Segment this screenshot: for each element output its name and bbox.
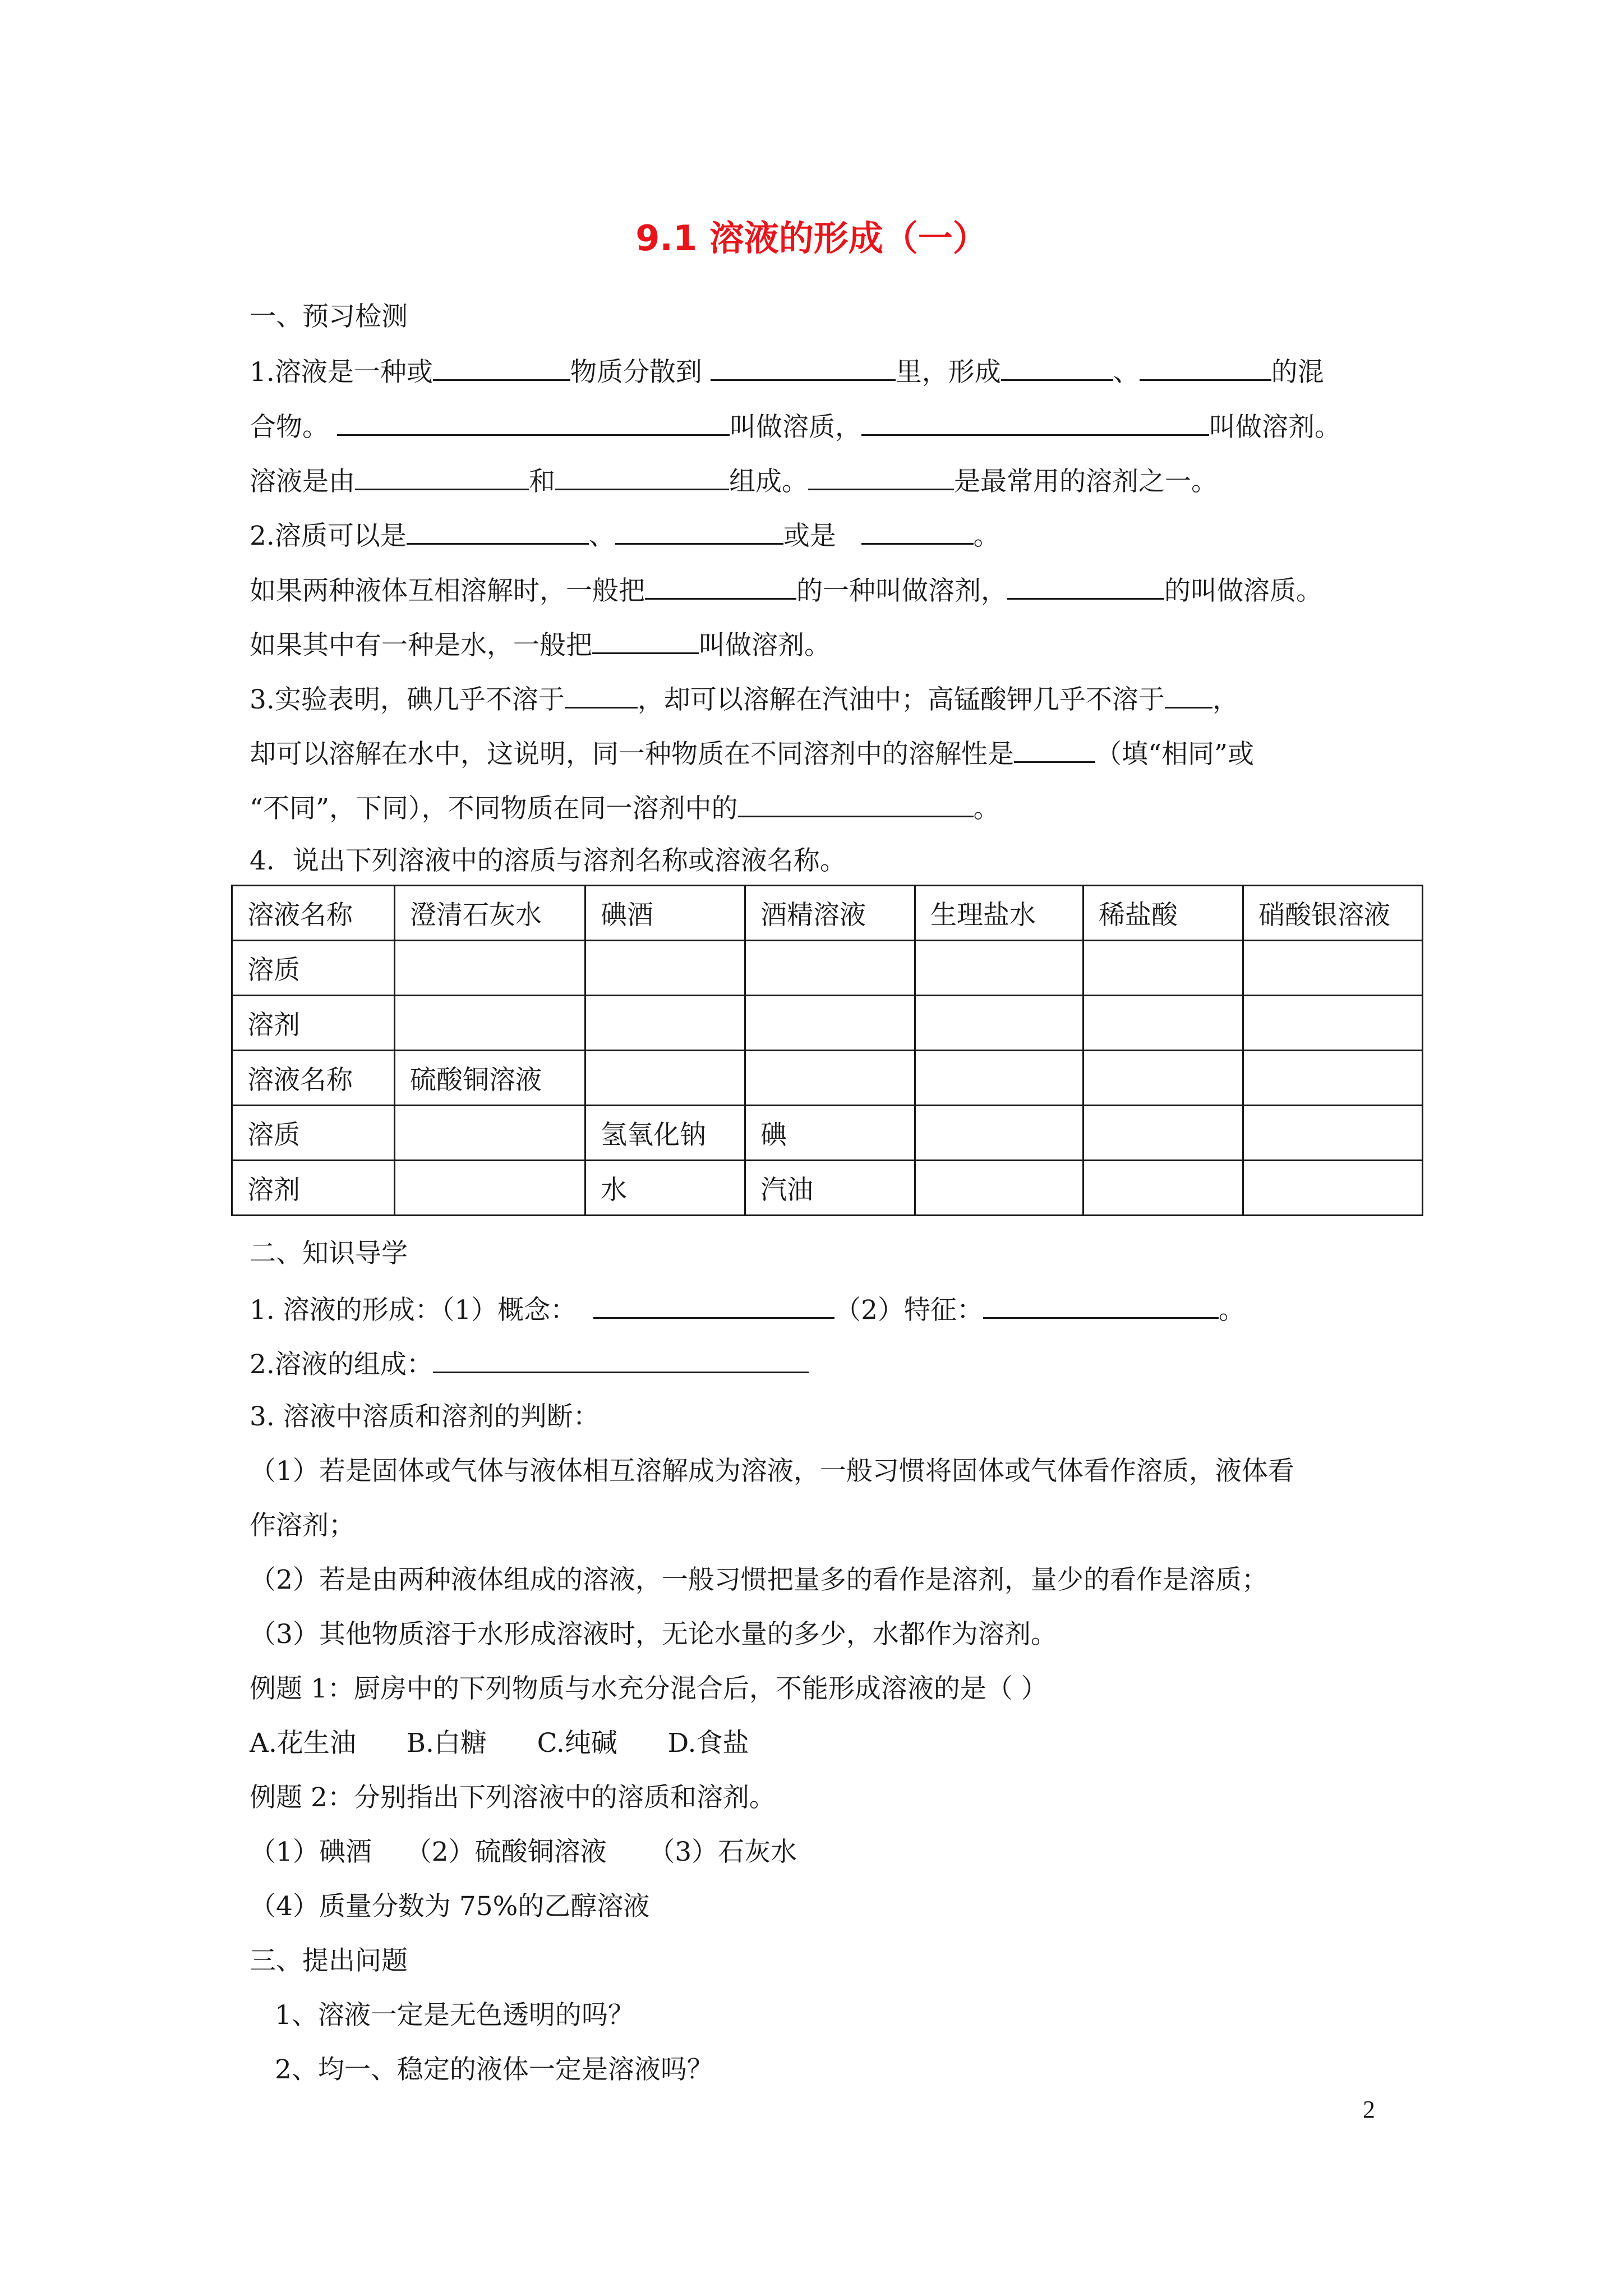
blank[interactable] — [593, 1291, 834, 1319]
blank[interactable] — [1165, 681, 1212, 708]
section-heading-preview: 一、预习检测 — [250, 301, 408, 332]
blank[interactable] — [407, 517, 589, 545]
section-heading-guide: 二、知识导学 — [250, 1238, 408, 1269]
rule-1-line-2: 作溶剂； — [250, 1510, 355, 1541]
table-cell[interactable] — [395, 1106, 585, 1161]
table-cell: 稀盐酸 — [1083, 886, 1243, 941]
knowledge-1: 1. 溶液的形成：（1）概念： （2）特征： 。 — [250, 1291, 1245, 1327]
example-1: 例题 1：厨房中的下列物质与水充分混合后，不能形成溶液的是（ ） — [250, 1673, 1048, 1704]
table-cell: 澄清石灰水 — [395, 886, 585, 941]
table-cell: 碘酒 — [585, 886, 745, 941]
knowledge-2: 2.溶液的组成： — [250, 1346, 809, 1382]
section-heading-questions: 三、提出问题 — [250, 1945, 408, 1976]
question-1-line-2: 合物。 叫做溶质， 叫做溶剂。 — [250, 408, 1341, 444]
blank[interactable] — [645, 572, 796, 600]
table-cell[interactable] — [745, 941, 915, 996]
blank[interactable] — [983, 1291, 1219, 1319]
example-1-options: A.花生油 B.白糖 C.纯碱 D.食盐 — [250, 1728, 749, 1759]
table-cell: 汽油 — [745, 1161, 915, 1216]
blank[interactable] — [1014, 735, 1095, 763]
question-3-line-2: 却可以溶解在水中，这说明，同一种物质在不同溶剂中的溶解性是 （填“相同”或 — [250, 735, 1254, 771]
blank[interactable] — [355, 463, 529, 490]
blank[interactable] — [433, 1346, 809, 1373]
table-cell[interactable] — [1243, 996, 1423, 1051]
table-cell — [1243, 1051, 1423, 1106]
table-row — [232, 1051, 1423, 1106]
example-2-items-1: （1）碘酒 （2）硫酸铜溶液 （3）石灰水 — [250, 1837, 797, 1867]
table-cell: 溶剂 — [232, 1161, 395, 1216]
table-cell[interactable] — [915, 996, 1083, 1051]
rule-1-line-1: （1）若是固体或气体与液体相互溶解成为溶液，一般习惯将固体或气体看作溶质，液体看 — [250, 1456, 1294, 1487]
table-cell — [1243, 1161, 1423, 1216]
table-cell — [915, 1051, 1083, 1106]
question-1-line-1: 1.溶液是一种或 物质分散到 里，形成 、 的混 — [250, 353, 1324, 389]
table-cell — [1243, 1106, 1423, 1161]
table-cell — [1083, 1051, 1243, 1106]
table-row — [232, 886, 1423, 941]
question-3-line-3: “不同”，下同），不同物质在同一溶剂中的 。 — [250, 790, 1000, 826]
blank[interactable] — [1001, 353, 1113, 381]
example-2-items-2: （4）质量分数为 75%的乙醇溶液 — [250, 1891, 650, 1922]
question-3-line-1: 3.实验表明，碘几乎不溶于 ，却可以溶解在汽油中；高锰酸钾几乎不溶于 ， — [250, 681, 1239, 717]
table-cell[interactable] — [585, 1051, 745, 1106]
example-2: 例题 2：分别指出下列溶液中的溶质和溶剂。 — [250, 1782, 776, 1813]
blank[interactable] — [808, 463, 954, 490]
blank[interactable] — [861, 517, 974, 545]
blank[interactable] — [555, 463, 729, 490]
question-item: 2、均一、稳定的液体一定是溶液吗？ — [275, 2054, 713, 2085]
table-cell[interactable] — [395, 1161, 585, 1216]
table-cell[interactable] — [585, 941, 745, 996]
table-cell[interactable] — [915, 941, 1083, 996]
table-cell: 碘 — [745, 1106, 915, 1161]
rule-3: （3）其他物质溶于水形成溶液时，无论水量的多少，水都作为溶剂。 — [250, 1619, 1057, 1650]
table-cell[interactable] — [1243, 941, 1423, 996]
blank[interactable] — [615, 517, 783, 545]
table-cell: 溶剂 — [232, 996, 395, 1051]
blank[interactable] — [1140, 353, 1271, 381]
blank[interactable] — [711, 353, 896, 381]
table-cell — [915, 1161, 1083, 1216]
table-cell[interactable] — [395, 996, 585, 1051]
table-row — [232, 996, 1423, 1051]
table-cell[interactable] — [1083, 941, 1243, 996]
table-cell: 溶液名称 — [232, 1051, 395, 1106]
table-cell: 溶液名称 — [232, 886, 395, 941]
table-cell: 水 — [585, 1161, 745, 1216]
table-cell: 溶质 — [232, 941, 395, 996]
table-cell: 氢氧化钠 — [585, 1106, 745, 1161]
table-cell[interactable] — [745, 1051, 915, 1106]
table-cell[interactable] — [745, 996, 915, 1051]
knowledge-3: 3. 溶液中溶质和溶剂的判断： — [250, 1401, 600, 1432]
blank[interactable] — [592, 627, 699, 654]
table-cell: 硝酸银溶液 — [1243, 886, 1423, 941]
table-row — [232, 941, 1423, 996]
table-cell: 硫酸铜溶液 — [395, 1051, 585, 1106]
question-2-line-1: 2.溶质可以是 、 或是 。 — [250, 517, 1000, 553]
table-row — [232, 1161, 1423, 1216]
blank[interactable] — [565, 681, 638, 708]
table-cell — [915, 1106, 1083, 1161]
table-cell[interactable] — [395, 941, 585, 996]
table-row — [232, 1106, 1423, 1161]
table-cell — [1083, 1161, 1243, 1216]
question-2-line-2: 如果两种液体互相溶解时，一般把 的一种叫做溶剂， 的叫做溶质。 — [250, 572, 1322, 608]
question-1-line-3: 溶液是由 和 组成。 是最常用的溶剂之一。 — [250, 463, 1218, 499]
question-4: 4．说出下列溶液中的溶质与溶剂名称或溶液名称。 — [250, 845, 846, 876]
solution-table — [231, 885, 1423, 1216]
page-number: 2 — [1363, 2096, 1375, 2123]
table-cell[interactable] — [585, 996, 745, 1051]
blank[interactable] — [1007, 572, 1164, 600]
blank[interactable] — [738, 790, 974, 817]
blank[interactable] — [433, 353, 570, 381]
table-cell: 酒精溶液 — [745, 886, 915, 941]
table-cell: 溶质 — [232, 1106, 395, 1161]
blank[interactable] — [861, 408, 1209, 436]
question-2-line-3: 如果其中有一种是水，一般把 叫做溶剂。 — [250, 627, 831, 662]
table-cell: 生理盐水 — [915, 886, 1083, 941]
table-cell[interactable] — [1083, 996, 1243, 1051]
rule-2: （2）若是由两种液体组成的溶液，一般习惯把量多的看作是溶剂，量少的看作是溶质； — [250, 1565, 1268, 1595]
page-title: 9.1 溶液的形成（一） — [635, 218, 988, 259]
blank[interactable] — [337, 408, 730, 436]
question-item: 1、溶液一定是无色透明的吗？ — [275, 2000, 634, 2031]
table-cell — [1083, 1106, 1243, 1161]
